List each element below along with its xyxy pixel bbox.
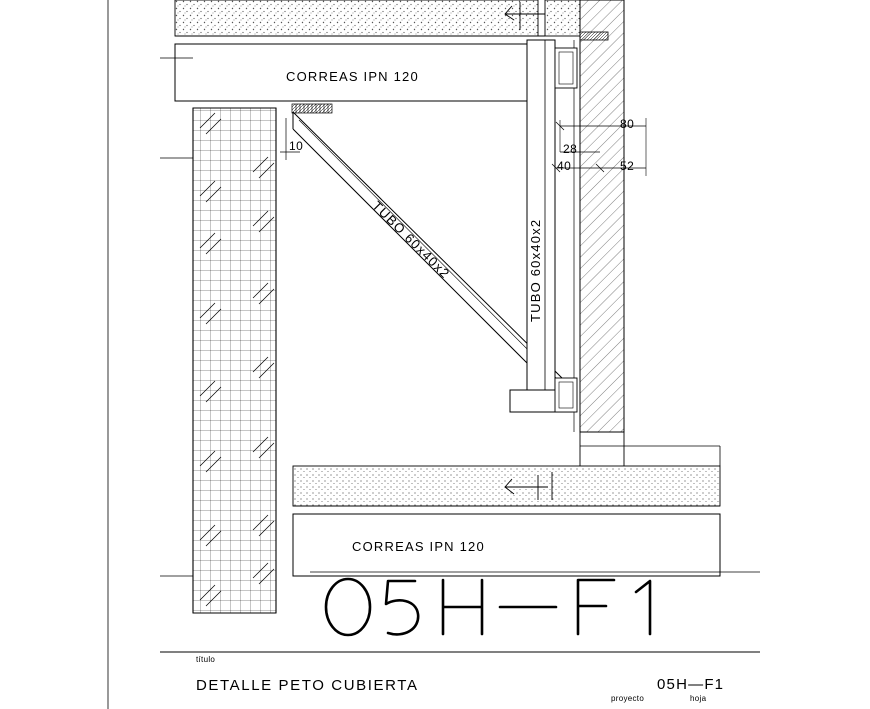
dimension-40: 40: [557, 159, 572, 173]
dimension-80: 80: [620, 117, 635, 131]
caption-titulo: título: [196, 655, 216, 664]
dimension-10: 10: [289, 139, 304, 153]
drawing-code-large: [325, 578, 529, 633]
label-correas-bottom: CORREAS IPN 120: [352, 539, 485, 554]
dimension-52: 52: [620, 159, 635, 173]
label-tubo-diagonal: TUBO 60x40x2: [369, 198, 454, 282]
label-tubo-vertical: TUBO 60x40x2: [528, 218, 543, 322]
label-correas-top: CORREAS IPN 120: [286, 69, 419, 84]
sheet-title: DETALLE PETO CUBIERTA: [196, 677, 419, 694]
caption-proyecto: proyecto: [611, 694, 645, 703]
sheet-code: 05H—F1: [657, 676, 725, 693]
dimension-28: 28: [563, 142, 578, 156]
caption-hoja: hoja: [690, 694, 707, 703]
